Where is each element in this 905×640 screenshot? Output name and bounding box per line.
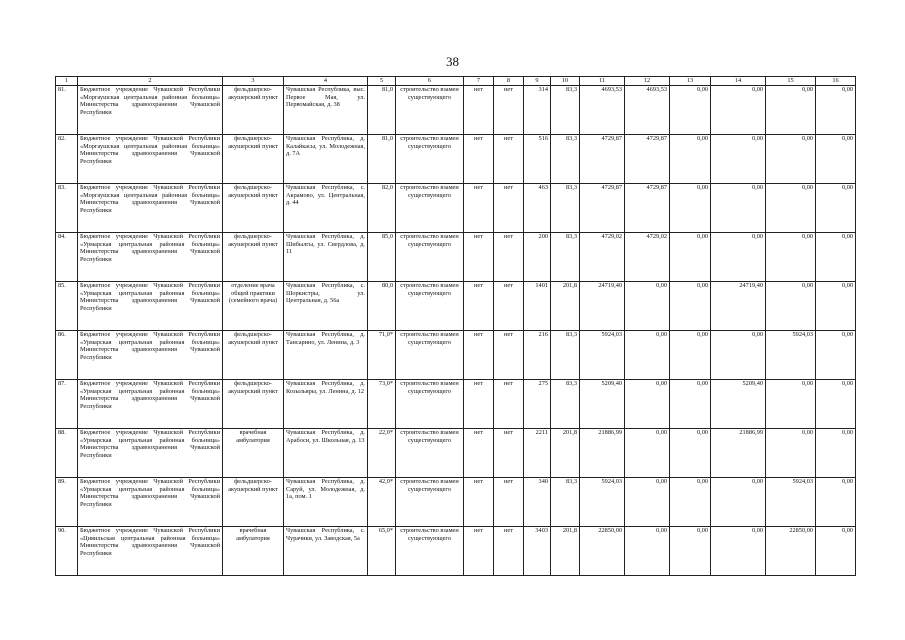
column-7-cell: нет bbox=[464, 478, 494, 527]
column-number: 2 bbox=[78, 77, 223, 86]
address-cell: Чувашская Республика, с. Акрамово, ул. Центральная, д. 44 bbox=[284, 184, 368, 233]
column-8-cell: нет bbox=[494, 527, 524, 576]
column-8-cell: нет bbox=[494, 282, 524, 331]
column-12-cell: 0,00 bbox=[625, 380, 670, 429]
table-row bbox=[56, 282, 856, 331]
total-cost-cell: 4729,87 bbox=[580, 184, 625, 233]
total-cost-cell: 5924,03 bbox=[580, 331, 625, 380]
column-12-cell: 0,00 bbox=[625, 282, 670, 331]
total-cost-cell: 24719,40 bbox=[580, 282, 625, 331]
column-10-cell: 201,8 bbox=[551, 429, 580, 478]
column-10-cell: 201,8 bbox=[551, 282, 580, 331]
table-row bbox=[56, 380, 856, 429]
column-7-cell: нет bbox=[464, 331, 494, 380]
organization-cell: Бюджетное учреждение Чувашской Республики «Урмарская центральная районная больница» Министерства здравоохранения Чувашской Республики bbox=[78, 331, 223, 380]
column-14-cell: 0,00 bbox=[711, 135, 766, 184]
facility-type-cell: фельдшерско-акушерский пункт bbox=[223, 86, 284, 135]
page-number: 38 bbox=[446, 54, 459, 69]
facility-type-cell: фельдшерско-акушерский пункт bbox=[223, 135, 284, 184]
column-15-cell: 22850,00 bbox=[766, 527, 816, 576]
work-type-cell: строительство взамен существующего bbox=[396, 331, 464, 380]
column-9-cell: 463 bbox=[524, 184, 551, 233]
column-number: 13 bbox=[670, 77, 711, 86]
column-13-cell: 0,00 bbox=[670, 282, 711, 331]
table-row bbox=[56, 233, 856, 282]
column-8-cell: нет bbox=[494, 86, 524, 135]
column-9-cell: 216 bbox=[524, 331, 551, 380]
column-16-cell: 0,00 bbox=[816, 380, 856, 429]
column-14-cell: 0,00 bbox=[711, 184, 766, 233]
facility-type-cell: фельдшерско-акушерский пункт bbox=[223, 233, 284, 282]
organization-cell: Бюджетное учреждение Чувашской Республики «Урмарская центральная районная больница» Министерства здравоохранения Чувашской Республики bbox=[78, 478, 223, 527]
row-number: 84. bbox=[56, 233, 78, 282]
column-10-cell: 83,3 bbox=[551, 380, 580, 429]
column-15-cell: 0,00 bbox=[766, 233, 816, 282]
column-9-cell: 314 bbox=[524, 86, 551, 135]
organization-cell: Бюджетное учреждение Чувашской Республики «Урмарская центральная районная больница» Министерства здравоохранения Чувашской Республики bbox=[78, 429, 223, 478]
organization-cell: Бюджетное учреждение Чувашской Республики «Урмарская центральная районная больница» Министерства здравоохранения Чувашской Республики bbox=[78, 380, 223, 429]
address-cell: Чувашская Республика, выс. Первое Мая, ул. Первомайская, д. 38 bbox=[284, 86, 368, 135]
column-number: 10 bbox=[551, 77, 580, 86]
work-type-cell: строительство взамен существующего bbox=[396, 429, 464, 478]
address-cell: Чувашская Республика, д. Калайкасы, ул. Молодежная, д. 7А bbox=[284, 135, 368, 184]
column-13-cell: 0,00 bbox=[670, 527, 711, 576]
column-13-cell: 0,00 bbox=[670, 478, 711, 527]
column-9-cell: 2211 bbox=[524, 429, 551, 478]
total-cost-cell: 21886,99 bbox=[580, 429, 625, 478]
column-13-cell: 0,00 bbox=[670, 380, 711, 429]
facility-type-cell: фельдшерско-акушерский пункт bbox=[223, 184, 284, 233]
address-cell: Чувашская Республика, д. Арабоси, ул. Школьная, д. 13 bbox=[284, 429, 368, 478]
column-8-cell: нет bbox=[494, 135, 524, 184]
work-type-cell: строительство взамен существующего bbox=[396, 282, 464, 331]
area-cell: 85,0 bbox=[368, 233, 396, 282]
address-cell: Чувашская Республика, д. Козыльяры, ул. Ленина, д. 12 bbox=[284, 380, 368, 429]
row-number: 81. bbox=[56, 86, 78, 135]
column-12-cell: 4693,53 bbox=[625, 86, 670, 135]
column-13-cell: 0,00 bbox=[670, 135, 711, 184]
facility-type-cell: фельдшерско-акушерский пункт bbox=[223, 478, 284, 527]
column-9-cell: 275 bbox=[524, 380, 551, 429]
column-10-cell: 83,3 bbox=[551, 233, 580, 282]
column-10-cell: 201,8 bbox=[551, 527, 580, 576]
column-14-cell: 24719,40 bbox=[711, 282, 766, 331]
column-7-cell: нет bbox=[464, 86, 494, 135]
row-number: 83. bbox=[56, 184, 78, 233]
row-number: 90. bbox=[56, 527, 78, 576]
area-cell: 81,0 bbox=[368, 135, 396, 184]
column-13-cell: 0,00 bbox=[670, 331, 711, 380]
column-12-cell: 4729,87 bbox=[625, 135, 670, 184]
column-12-cell: 0,00 bbox=[625, 331, 670, 380]
table-row bbox=[56, 184, 856, 233]
total-cost-cell: 5209,40 bbox=[580, 380, 625, 429]
column-15-cell: 0,00 bbox=[766, 282, 816, 331]
column-8-cell: нет bbox=[494, 184, 524, 233]
column-15-cell: 0,00 bbox=[766, 380, 816, 429]
column-13-cell: 0,00 bbox=[670, 233, 711, 282]
address-cell: Чувашская Республика, с. Чурачики, ул. Заводская, 5а bbox=[284, 527, 368, 576]
work-type-cell: строительство взамен существующего bbox=[396, 184, 464, 233]
column-13-cell: 0,00 bbox=[670, 184, 711, 233]
address-cell: Чувашская Республика, с. Шоркистры, ул. Центральная, д. 56а bbox=[284, 282, 368, 331]
column-number: 6 bbox=[396, 77, 464, 86]
column-number: 8 bbox=[494, 77, 524, 86]
column-16-cell: 0,00 bbox=[816, 527, 856, 576]
organization-cell: Бюджетное учреждение Чувашской Республики «Моргаушская центральная районная больница» Министерства здравоохранения Чувашской Республики bbox=[78, 86, 223, 135]
column-number: 9 bbox=[524, 77, 551, 86]
area-cell: 81,0 bbox=[368, 86, 396, 135]
row-number: 87. bbox=[56, 380, 78, 429]
organization-cell: Бюджетное учреждение Чувашской Республики «Моргаушская центральная районная больница» Министерства здравоохранения Чувашской Республики bbox=[78, 135, 223, 184]
column-14-cell: 0,00 bbox=[711, 331, 766, 380]
column-10-cell: 83,3 bbox=[551, 331, 580, 380]
row-number: 85. bbox=[56, 282, 78, 331]
column-number: 7 bbox=[464, 77, 494, 86]
facility-type-cell: врачебная амбулатория bbox=[223, 429, 284, 478]
column-12-cell: 0,00 bbox=[625, 429, 670, 478]
column-12-cell: 4729,02 bbox=[625, 233, 670, 282]
column-8-cell: нет bbox=[494, 478, 524, 527]
column-14-cell: 0,00 bbox=[711, 86, 766, 135]
column-14-cell: 0,00 bbox=[711, 233, 766, 282]
row-number: 88. bbox=[56, 429, 78, 478]
total-cost-cell: 4729,02 bbox=[580, 233, 625, 282]
facility-type-cell: фельдшерско-акушерский пункт bbox=[223, 380, 284, 429]
table-row bbox=[56, 331, 856, 380]
column-13-cell: 0,00 bbox=[670, 86, 711, 135]
table-body bbox=[56, 86, 856, 576]
row-number: 89. bbox=[56, 478, 78, 527]
column-9-cell: 200 bbox=[524, 233, 551, 282]
facilities-table bbox=[55, 76, 856, 576]
column-9-cell: 516 bbox=[524, 135, 551, 184]
column-number: 4 bbox=[284, 77, 368, 86]
column-16-cell: 0,00 bbox=[816, 478, 856, 527]
column-9-cell: 340 bbox=[524, 478, 551, 527]
column-16-cell: 0,00 bbox=[816, 86, 856, 135]
column-7-cell: нет bbox=[464, 135, 494, 184]
column-number: 14 bbox=[711, 77, 766, 86]
column-number: 15 bbox=[766, 77, 816, 86]
row-number: 86. bbox=[56, 331, 78, 380]
work-type-cell: строительство взамен существующего bbox=[396, 478, 464, 527]
area-cell: 71,0* bbox=[368, 331, 396, 380]
facility-type-cell: фельдшерско-акушерский пункт bbox=[223, 331, 284, 380]
column-15-cell: 0,00 bbox=[766, 429, 816, 478]
address-cell: Чувашская Республика, д. Шибылгы, ул. Свердлова, д. 11 bbox=[284, 233, 368, 282]
column-15-cell: 0,00 bbox=[766, 135, 816, 184]
area-cell: 80,0 bbox=[368, 282, 396, 331]
column-12-cell: 0,00 bbox=[625, 478, 670, 527]
column-10-cell: 83,3 bbox=[551, 184, 580, 233]
column-10-cell: 83,3 bbox=[551, 86, 580, 135]
work-type-cell: строительство взамен существующего bbox=[396, 135, 464, 184]
column-8-cell: нет bbox=[494, 380, 524, 429]
column-7-cell: нет bbox=[464, 184, 494, 233]
column-16-cell: 0,00 bbox=[816, 331, 856, 380]
column-number: 1 bbox=[56, 77, 78, 86]
organization-cell: Бюджетное учреждение Чувашской Республики «Моргаушская центральная районная больница» Министерства здравоохранения Чувашской Республики bbox=[78, 184, 223, 233]
column-10-cell: 83,3 bbox=[551, 478, 580, 527]
column-7-cell: нет bbox=[464, 527, 494, 576]
table-row bbox=[56, 135, 856, 184]
work-type-cell: строительство взамен существующего bbox=[396, 527, 464, 576]
column-number: 16 bbox=[816, 77, 856, 86]
facility-type-cell: отделение врача общей практики (семейного врача) bbox=[223, 282, 284, 331]
column-number-row bbox=[56, 77, 856, 86]
total-cost-cell: 22850,00 bbox=[580, 527, 625, 576]
column-13-cell: 0,00 bbox=[670, 429, 711, 478]
column-16-cell: 0,00 bbox=[816, 282, 856, 331]
table-row bbox=[56, 429, 856, 478]
column-16-cell: 0,00 bbox=[816, 184, 856, 233]
column-16-cell: 0,00 bbox=[816, 135, 856, 184]
address-cell: Чувашская Республика, д. Тансарино, ул. Ленина, д. 3 bbox=[284, 331, 368, 380]
address-cell: Чувашская Республика, д. Саруй, ул. Молодежная, д. 1а, пом. 1 bbox=[284, 478, 368, 527]
total-cost-cell: 5924,03 bbox=[580, 478, 625, 527]
table-row bbox=[56, 527, 856, 576]
column-15-cell: 0,00 bbox=[766, 86, 816, 135]
column-7-cell: нет bbox=[464, 380, 494, 429]
organization-cell: Бюджетное учреждение Чувашской Республики «Урмарская центральная районная больница» Министерства здравоохранения Чувашской Республики bbox=[78, 233, 223, 282]
area-cell: 82,0 bbox=[368, 184, 396, 233]
column-16-cell: 0,00 bbox=[816, 233, 856, 282]
column-15-cell: 5924,03 bbox=[766, 478, 816, 527]
total-cost-cell: 4729,87 bbox=[580, 135, 625, 184]
column-number: 11 bbox=[580, 77, 625, 86]
column-7-cell: нет bbox=[464, 282, 494, 331]
work-type-cell: строительство взамен существующего bbox=[396, 380, 464, 429]
column-14-cell: 21886,99 bbox=[711, 429, 766, 478]
column-number: 12 bbox=[625, 77, 670, 86]
column-12-cell: 0,00 bbox=[625, 527, 670, 576]
area-cell: 22,0* bbox=[368, 429, 396, 478]
total-cost-cell: 4693,53 bbox=[580, 86, 625, 135]
column-number: 5 bbox=[368, 77, 396, 86]
organization-cell: Бюджетное учреждение Чувашской Республики «Цивильская центральная районная больница» Министерства здравоохранения Чувашской Республики bbox=[78, 527, 223, 576]
column-7-cell: нет bbox=[464, 233, 494, 282]
column-14-cell: 0,00 bbox=[711, 478, 766, 527]
organization-cell: Бюджетное учреждение Чувашской Республики «Урмарская центральная районная больница» Министерства здравоохранения Чувашской Республики bbox=[78, 282, 223, 331]
facility-type-cell: врачебная амбулатория bbox=[223, 527, 284, 576]
column-8-cell: нет bbox=[494, 233, 524, 282]
area-cell: 42,0* bbox=[368, 478, 396, 527]
column-9-cell: 3403 bbox=[524, 527, 551, 576]
column-10-cell: 83,3 bbox=[551, 135, 580, 184]
row-number: 82. bbox=[56, 135, 78, 184]
column-8-cell: нет bbox=[494, 331, 524, 380]
column-14-cell: 0,00 bbox=[711, 527, 766, 576]
table-row bbox=[56, 86, 856, 135]
column-14-cell: 5209,40 bbox=[711, 380, 766, 429]
column-12-cell: 4729,87 bbox=[625, 184, 670, 233]
area-cell: 65,0* bbox=[368, 527, 396, 576]
column-15-cell: 5924,03 bbox=[766, 331, 816, 380]
column-15-cell: 0,00 bbox=[766, 184, 816, 233]
column-9-cell: 1401 bbox=[524, 282, 551, 331]
work-type-cell: строительство взамен существующего bbox=[396, 86, 464, 135]
column-number: 3 bbox=[223, 77, 284, 86]
work-type-cell: строительство взамен существующего bbox=[396, 233, 464, 282]
column-7-cell: нет bbox=[464, 429, 494, 478]
column-16-cell: 0,00 bbox=[816, 429, 856, 478]
area-cell: 73,0* bbox=[368, 380, 396, 429]
column-8-cell: нет bbox=[494, 429, 524, 478]
table-row bbox=[56, 478, 856, 527]
